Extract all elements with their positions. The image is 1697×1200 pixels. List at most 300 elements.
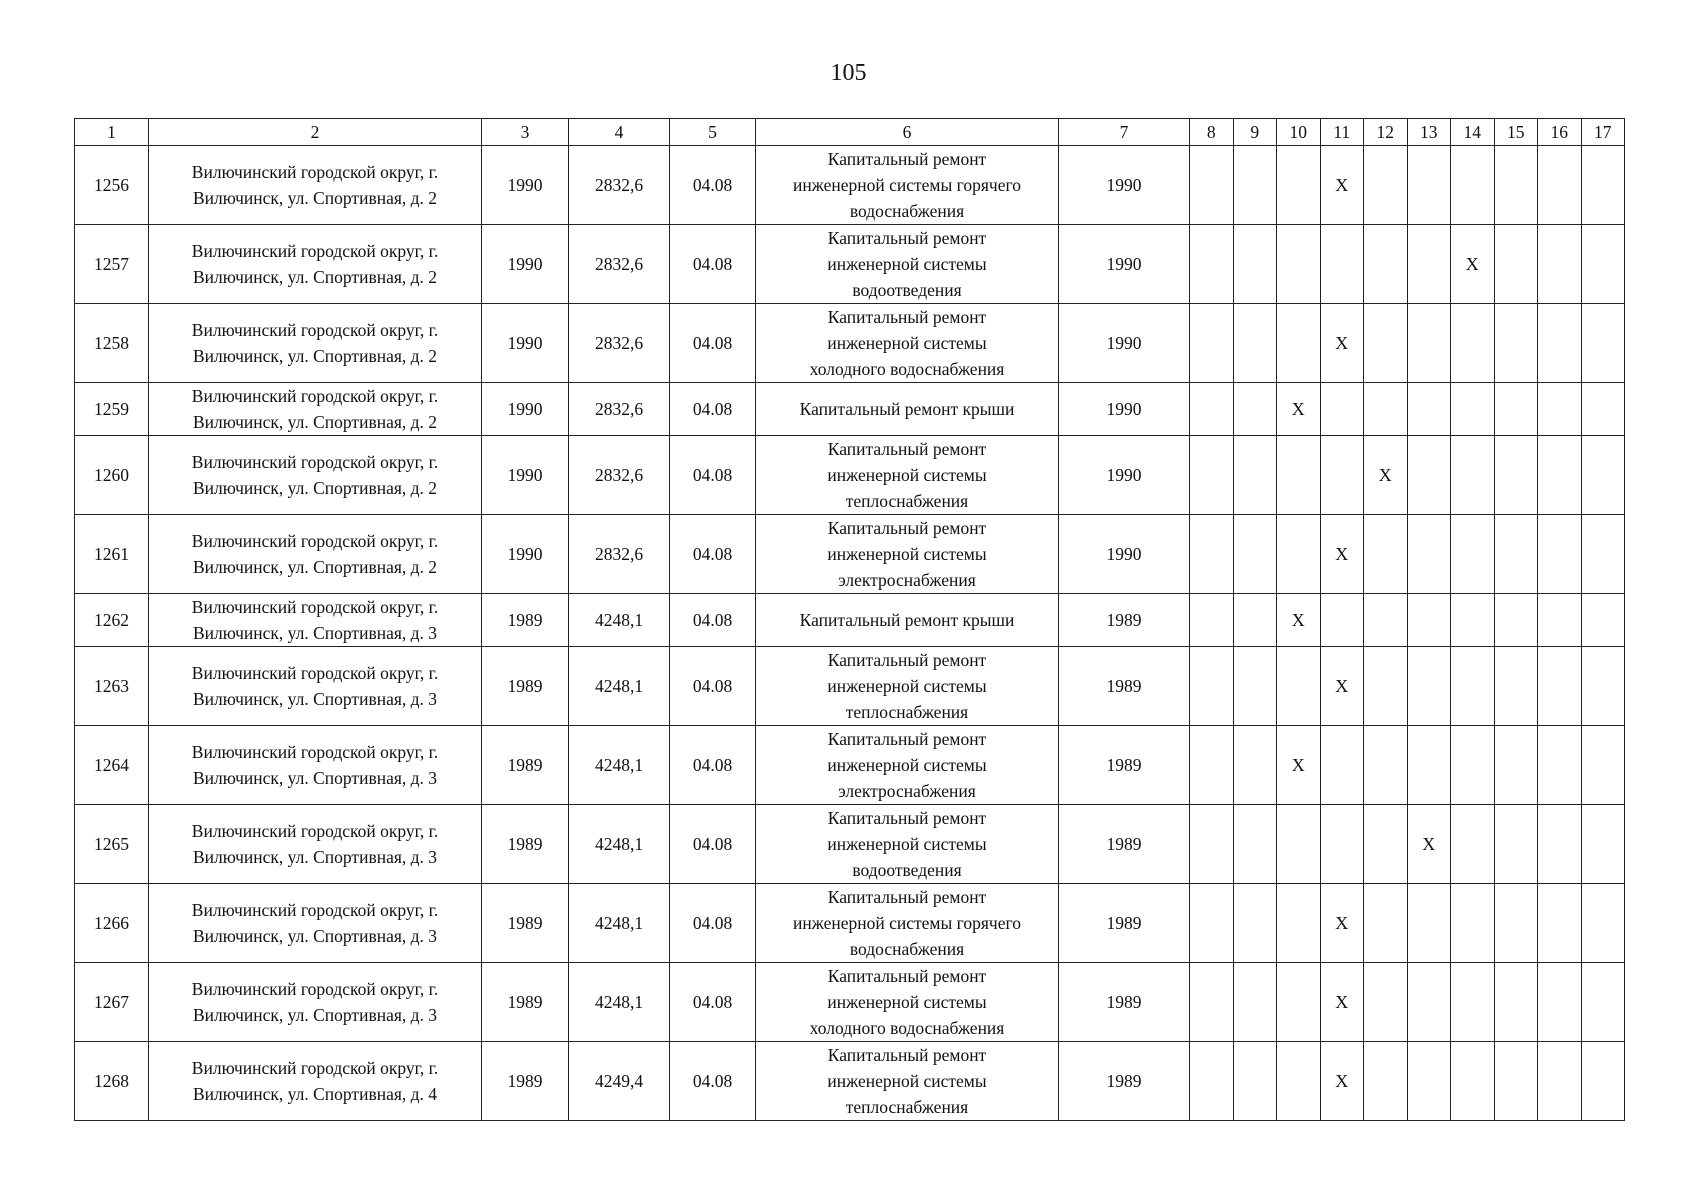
area-cell-line: 4248,1 xyxy=(594,992,644,1012)
area-cell xyxy=(569,805,670,884)
address-cell-line: Вилючинский городской округ, г. xyxy=(191,241,439,261)
year-col7-cell-line: 1989 xyxy=(1106,834,1142,854)
repair-work-cell-line: Капитальный ремонт крыши xyxy=(799,399,1015,419)
mark-cell-col-15 xyxy=(1494,726,1538,805)
row-number xyxy=(75,884,149,963)
mark-cell-col-17 xyxy=(1581,1042,1625,1121)
address-cell xyxy=(149,225,482,304)
mark-cell-col-9 xyxy=(1233,146,1277,225)
year-cell xyxy=(482,383,569,436)
repair-work-cell-line: Капитальный ремонт xyxy=(827,149,987,169)
year-cell xyxy=(482,884,569,963)
mark-cell-col-8 xyxy=(1190,726,1234,805)
area-cell xyxy=(569,515,670,594)
mark-cell-col-9 xyxy=(1233,436,1277,515)
mark-cell-col-11 xyxy=(1320,383,1364,436)
mark-cell-col-10 xyxy=(1277,225,1321,304)
mark-cell-col-13 xyxy=(1407,647,1451,726)
repair-work-cell-line: инженерной системы xyxy=(827,676,987,696)
mark-cell-col-9 xyxy=(1233,594,1277,647)
address-cell-line: Вилючинский городской округ, г. xyxy=(191,452,439,472)
column-header-12: 12 xyxy=(1364,119,1408,146)
year-col7-cell xyxy=(1059,726,1190,805)
repair-work-cell-line: Капитальный ремонт xyxy=(827,808,987,828)
mark-cell-col-14 xyxy=(1451,436,1495,515)
mark-cell-col-12 xyxy=(1364,726,1408,805)
code-cell-line: 04.08 xyxy=(692,1071,733,1091)
row-number xyxy=(75,383,149,436)
code-cell xyxy=(670,515,756,594)
mark-cell-col-10 xyxy=(1277,647,1321,726)
address-cell xyxy=(149,436,482,515)
repair-work-cell xyxy=(756,436,1059,515)
year-col7-cell xyxy=(1059,383,1190,436)
row-number-line: 1262 xyxy=(94,610,129,630)
year-col7-cell-line: 1990 xyxy=(1106,544,1142,564)
row-number-line: 1264 xyxy=(94,755,129,775)
row-number-line: 1261 xyxy=(94,544,129,564)
mark-cell-col-13 xyxy=(1407,436,1451,515)
mark-cell-col-14 xyxy=(1451,963,1495,1042)
repair-work-cell-line: холодного водоснабжения xyxy=(809,359,1005,379)
address-cell xyxy=(149,647,482,726)
row-number xyxy=(75,805,149,884)
repair-work-cell-line: инженерной системы xyxy=(827,834,987,854)
mark-cell-col-9 xyxy=(1233,1042,1277,1121)
address-cell xyxy=(149,884,482,963)
year-cell-line: 1989 xyxy=(507,913,543,933)
mark-cell-col-13 xyxy=(1407,963,1451,1042)
code-cell-line: 04.08 xyxy=(692,992,733,1012)
table-row xyxy=(75,963,1625,1042)
code-cell xyxy=(670,594,756,647)
mark-cell-col-11 xyxy=(1320,225,1364,304)
mark-cell-col-9 xyxy=(1233,647,1277,726)
year-col7-cell xyxy=(1059,146,1190,225)
address-cell-line: Вилючинский городской округ, г. xyxy=(191,742,439,762)
mark-cell-col-16 xyxy=(1538,383,1582,436)
column-header-9: 9 xyxy=(1233,119,1277,146)
year-col7-cell-line: 1989 xyxy=(1106,676,1142,696)
row-number xyxy=(75,304,149,383)
mark-cell-col-12 xyxy=(1364,963,1408,1042)
mark-cell-col-13 xyxy=(1407,304,1451,383)
repair-work-cell-line: теплоснабжения xyxy=(845,491,969,511)
address-cell xyxy=(149,304,482,383)
mark-cell-col-15 xyxy=(1494,1042,1538,1121)
repair-work-cell-line: теплоснабжения xyxy=(845,702,969,722)
mark-cell-col-9 xyxy=(1233,383,1277,436)
address-cell-line: Вилючинск, ул. Спортивная, д. 3 xyxy=(192,926,438,946)
table-header xyxy=(75,119,1625,146)
mark-cell-col-12 xyxy=(1364,146,1408,225)
mark-cell-col-11: X xyxy=(1320,515,1364,594)
code-cell xyxy=(670,436,756,515)
address-cell xyxy=(149,594,482,647)
mark-cell-col-13 xyxy=(1407,884,1451,963)
code-cell xyxy=(670,647,756,726)
table-row xyxy=(75,594,1625,647)
mark-cell-col-10 xyxy=(1277,884,1321,963)
row-number xyxy=(75,594,149,647)
mark-cell-col-11: X xyxy=(1320,963,1364,1042)
year-cell-line: 1989 xyxy=(507,676,543,696)
row-number-line: 1266 xyxy=(94,913,129,933)
mark-cell-col-16 xyxy=(1538,594,1582,647)
mark-cell-col-17 xyxy=(1581,383,1625,436)
year-cell xyxy=(482,594,569,647)
mark-cell-col-14 xyxy=(1451,383,1495,436)
address-cell xyxy=(149,1042,482,1121)
table-row xyxy=(75,647,1625,726)
year-cell xyxy=(482,805,569,884)
mark-cell-col-13: X xyxy=(1407,805,1451,884)
mark-cell-col-13 xyxy=(1407,594,1451,647)
year-cell-line: 1989 xyxy=(507,610,543,630)
repair-work-cell-line: инженерной системы xyxy=(827,333,987,353)
mark-cell-col-13 xyxy=(1407,146,1451,225)
year-cell-line: 1990 xyxy=(507,254,543,274)
mark-cell-col-15 xyxy=(1494,963,1538,1042)
address-cell xyxy=(149,963,482,1042)
year-cell xyxy=(482,647,569,726)
mark-cell-col-10 xyxy=(1277,963,1321,1042)
mark-cell-col-9 xyxy=(1233,726,1277,805)
mark-cell-col-14 xyxy=(1451,515,1495,594)
address-cell-line: Вилючинский городской округ, г. xyxy=(191,1058,439,1078)
address-cell-line: Вилючинск, ул. Спортивная, д. 2 xyxy=(192,267,438,287)
mark-cell-col-17 xyxy=(1581,805,1625,884)
mark-cell-col-12 xyxy=(1364,647,1408,726)
year-col7-cell-line: 1990 xyxy=(1106,399,1142,419)
area-cell-line: 4248,1 xyxy=(594,755,644,775)
repair-work-cell xyxy=(756,594,1059,647)
year-col7-cell-line: 1989 xyxy=(1106,913,1142,933)
repair-work-cell xyxy=(756,383,1059,436)
column-header-5: 5 xyxy=(670,119,756,146)
address-cell-line: Вилючинский городской округ, г. xyxy=(191,979,439,999)
area-cell-line: 2832,6 xyxy=(594,399,644,419)
year-cell xyxy=(482,726,569,805)
table-row xyxy=(75,726,1625,805)
year-cell-line: 1990 xyxy=(507,465,543,485)
mark-cell-col-16 xyxy=(1538,225,1582,304)
year-cell-line: 1989 xyxy=(507,992,543,1012)
code-cell xyxy=(670,884,756,963)
mark-cell-col-17 xyxy=(1581,304,1625,383)
mark-cell-col-17 xyxy=(1581,594,1625,647)
repair-work-cell-line: инженерной системы xyxy=(827,992,987,1012)
repair-work-cell-line: Капитальный ремонт xyxy=(827,650,987,670)
repair-work-cell-line: инженерной системы xyxy=(827,465,987,485)
mark-cell-col-11 xyxy=(1320,726,1364,805)
address-cell-line: Вилючинск, ул. Спортивная, д. 2 xyxy=(192,478,438,498)
row-number-line: 1260 xyxy=(94,465,129,485)
address-cell-line: Вилючинск, ул. Спортивная, д. 4 xyxy=(192,1084,438,1104)
mark-cell-col-16 xyxy=(1538,146,1582,225)
mark-cell-col-16 xyxy=(1538,515,1582,594)
mark-cell-col-15 xyxy=(1494,146,1538,225)
mark-cell-col-10 xyxy=(1277,1042,1321,1121)
table-row xyxy=(75,884,1625,963)
column-header-15: 15 xyxy=(1494,119,1538,146)
column-header-3: 3 xyxy=(482,119,569,146)
mark-cell-col-15 xyxy=(1494,436,1538,515)
column-header-17: 17 xyxy=(1581,119,1625,146)
area-cell xyxy=(569,726,670,805)
area-cell-line: 2832,6 xyxy=(594,254,644,274)
repair-work-cell xyxy=(756,884,1059,963)
mark-cell-col-13 xyxy=(1407,225,1451,304)
address-cell-line: Вилючинск, ул. Спортивная, д. 3 xyxy=(192,689,438,709)
column-header-2: 2 xyxy=(149,119,482,146)
repair-work-cell-line: инженерной системы xyxy=(827,254,987,274)
repair-work-cell xyxy=(756,304,1059,383)
area-cell-line: 2832,6 xyxy=(594,333,644,353)
mark-cell-col-12 xyxy=(1364,515,1408,594)
mark-cell-col-15 xyxy=(1494,225,1538,304)
repair-work-cell-line: инженерной системы xyxy=(827,544,987,564)
repair-work-cell-line: Капитальный ремонт xyxy=(827,518,987,538)
code-cell-line: 04.08 xyxy=(692,254,733,274)
mark-cell-col-9 xyxy=(1233,963,1277,1042)
mark-cell-col-12 xyxy=(1364,594,1408,647)
year-col7-cell-line: 1989 xyxy=(1106,992,1142,1012)
mark-cell-col-15 xyxy=(1494,515,1538,594)
mark-cell-col-16 xyxy=(1538,805,1582,884)
area-cell xyxy=(569,383,670,436)
row-number xyxy=(75,726,149,805)
mark-cell-col-17 xyxy=(1581,146,1625,225)
mark-cell-col-13 xyxy=(1407,383,1451,436)
mark-cell-col-14 xyxy=(1451,304,1495,383)
mark-cell-col-8 xyxy=(1190,225,1234,304)
mark-cell-col-14 xyxy=(1451,594,1495,647)
year-cell-line: 1990 xyxy=(507,399,543,419)
table-row xyxy=(75,383,1625,436)
table-body xyxy=(75,146,1625,1121)
mark-cell-col-15 xyxy=(1494,304,1538,383)
mark-cell-col-8 xyxy=(1190,594,1234,647)
repair-work-cell-line: теплоснабжения xyxy=(845,1097,969,1117)
mark-cell-col-10 xyxy=(1277,515,1321,594)
repair-work-cell xyxy=(756,225,1059,304)
mark-cell-col-14 xyxy=(1451,726,1495,805)
code-cell-line: 04.08 xyxy=(692,465,733,485)
repair-work-cell-line: Капитальный ремонт xyxy=(827,1045,987,1065)
address-cell-line: Вилючинск, ул. Спортивная, д. 3 xyxy=(192,623,438,643)
year-col7-cell-line: 1989 xyxy=(1106,610,1142,630)
mark-cell-col-11 xyxy=(1320,436,1364,515)
year-cell xyxy=(482,304,569,383)
year-col7-cell xyxy=(1059,304,1190,383)
repair-work-cell-line: электроснабжения xyxy=(838,570,976,590)
mark-cell-col-17 xyxy=(1581,225,1625,304)
repair-work-cell-line: водоотведения xyxy=(852,860,962,880)
year-cell-line: 1989 xyxy=(507,755,543,775)
code-cell xyxy=(670,225,756,304)
repair-work-cell-line: инженерной системы горячего xyxy=(793,175,1021,195)
code-cell-line: 04.08 xyxy=(692,834,733,854)
table-row xyxy=(75,436,1625,515)
code-cell-line: 04.08 xyxy=(692,333,733,353)
code-cell-line: 04.08 xyxy=(692,175,733,195)
mark-cell-col-14 xyxy=(1451,647,1495,726)
address-cell xyxy=(149,515,482,594)
mark-cell-col-14 xyxy=(1451,146,1495,225)
row-number xyxy=(75,146,149,225)
mark-cell-col-8 xyxy=(1190,515,1234,594)
mark-cell-col-16 xyxy=(1538,436,1582,515)
year-col7-cell-line: 1989 xyxy=(1106,1071,1142,1091)
page-number: 105 xyxy=(830,60,867,86)
repair-work-cell-line: Капитальный ремонт xyxy=(827,966,987,986)
repair-work-cell-line: холодного водоснабжения xyxy=(809,1018,1005,1038)
mark-cell-col-17 xyxy=(1581,515,1625,594)
area-cell-line: 4249,4 xyxy=(594,1071,644,1091)
mark-cell-col-8 xyxy=(1190,805,1234,884)
area-cell xyxy=(569,146,670,225)
repair-work-cell xyxy=(756,647,1059,726)
row-number-line: 1257 xyxy=(94,254,129,274)
mark-cell-col-8 xyxy=(1190,963,1234,1042)
address-cell-line: Вилючинский городской округ, г. xyxy=(191,531,439,551)
row-number xyxy=(75,515,149,594)
header-row xyxy=(75,119,1625,146)
row-number xyxy=(75,1042,149,1121)
mark-cell-col-16 xyxy=(1538,726,1582,805)
row-number xyxy=(75,225,149,304)
mark-cell-col-12 xyxy=(1364,884,1408,963)
mark-cell-col-8 xyxy=(1190,1042,1234,1121)
repair-work-cell-line: инженерной системы горячего xyxy=(793,913,1021,933)
repair-work-cell-line: Капитальный ремонт xyxy=(827,887,987,907)
address-cell-line: Вилючинск, ул. Спортивная, д. 3 xyxy=(192,847,438,867)
row-number-line: 1268 xyxy=(94,1071,129,1091)
mark-cell-col-10 xyxy=(1277,436,1321,515)
year-cell xyxy=(482,436,569,515)
area-cell-line: 4248,1 xyxy=(594,610,644,630)
year-cell xyxy=(482,146,569,225)
mark-cell-col-10 xyxy=(1277,146,1321,225)
address-cell xyxy=(149,383,482,436)
mark-cell-col-16 xyxy=(1538,304,1582,383)
mark-cell-col-12: X xyxy=(1364,436,1408,515)
year-col7-cell-line: 1990 xyxy=(1106,465,1142,485)
mark-cell-col-9 xyxy=(1233,805,1277,884)
repair-work-cell xyxy=(756,805,1059,884)
mark-cell-col-11: X xyxy=(1320,884,1364,963)
table-row xyxy=(75,805,1625,884)
year-col7-cell xyxy=(1059,594,1190,647)
code-cell xyxy=(670,963,756,1042)
repair-work-cell xyxy=(756,726,1059,805)
area-cell xyxy=(569,1042,670,1121)
code-cell xyxy=(670,1042,756,1121)
row-number-line: 1263 xyxy=(94,676,129,696)
code-cell xyxy=(670,805,756,884)
mark-cell-col-11 xyxy=(1320,594,1364,647)
row-number-line: 1258 xyxy=(94,333,129,353)
row-number xyxy=(75,963,149,1042)
address-cell-line: Вилючинск, ул. Спортивная, д. 2 xyxy=(192,412,438,432)
mark-cell-col-8 xyxy=(1190,884,1234,963)
code-cell-line: 04.08 xyxy=(692,399,733,419)
mark-cell-col-13 xyxy=(1407,515,1451,594)
repair-work-cell xyxy=(756,963,1059,1042)
code-cell-line: 04.08 xyxy=(692,544,733,564)
code-cell-line: 04.08 xyxy=(692,676,733,696)
area-cell-line: 2832,6 xyxy=(594,544,644,564)
row-number-line: 1267 xyxy=(94,992,129,1012)
mark-cell-col-8 xyxy=(1190,146,1234,225)
code-cell xyxy=(670,726,756,805)
column-header-11: 11 xyxy=(1320,119,1364,146)
year-cell-line: 1990 xyxy=(507,175,543,195)
address-cell xyxy=(149,726,482,805)
year-cell-line: 1989 xyxy=(507,1071,543,1091)
mark-cell-col-8 xyxy=(1190,436,1234,515)
code-cell xyxy=(670,304,756,383)
repair-work-cell-line: инженерной системы xyxy=(827,1071,987,1091)
area-cell-line: 2832,6 xyxy=(594,465,644,485)
code-cell xyxy=(670,146,756,225)
address-cell-line: Вилючинск, ул. Спортивная, д. 3 xyxy=(192,1005,438,1025)
mark-cell-col-16 xyxy=(1538,647,1582,726)
area-cell xyxy=(569,647,670,726)
code-cell-line: 04.08 xyxy=(692,913,733,933)
repair-work-cell-line: Капитальный ремонт xyxy=(827,307,987,327)
year-col7-cell-line: 1989 xyxy=(1106,755,1142,775)
year-cell-line: 1990 xyxy=(507,333,543,353)
column-header-6: 6 xyxy=(756,119,1059,146)
repair-work-cell-line: электроснабжения xyxy=(838,781,976,801)
year-col7-cell-line: 1990 xyxy=(1106,175,1142,195)
year-col7-cell xyxy=(1059,436,1190,515)
mark-cell-col-11 xyxy=(1320,805,1364,884)
column-header-16: 16 xyxy=(1538,119,1582,146)
mark-cell-col-15 xyxy=(1494,884,1538,963)
mark-cell-col-12 xyxy=(1364,805,1408,884)
mark-cell-col-10 xyxy=(1277,805,1321,884)
repair-work-cell-line: водоснабжения xyxy=(849,939,965,959)
year-col7-cell xyxy=(1059,515,1190,594)
year-col7-cell xyxy=(1059,1042,1190,1121)
table-row xyxy=(75,515,1625,594)
year-col7-cell xyxy=(1059,225,1190,304)
year-col7-cell-line: 1990 xyxy=(1106,254,1142,274)
mark-cell-col-10 xyxy=(1277,304,1321,383)
repair-work-cell xyxy=(756,515,1059,594)
area-cell-line: 4248,1 xyxy=(594,913,644,933)
mark-cell-col-13 xyxy=(1407,1042,1451,1121)
year-col7-cell xyxy=(1059,884,1190,963)
row-number-line: 1265 xyxy=(94,834,129,854)
mark-cell-col-10: X xyxy=(1277,383,1321,436)
mark-cell-col-12 xyxy=(1364,1042,1408,1121)
repair-work-cell-line: Капитальный ремонт xyxy=(827,228,987,248)
row-number xyxy=(75,647,149,726)
mark-cell-col-16 xyxy=(1538,963,1582,1042)
column-header-13: 13 xyxy=(1407,119,1451,146)
repair-work-cell-line: водоснабжения xyxy=(849,201,965,221)
year-col7-cell xyxy=(1059,647,1190,726)
row-number xyxy=(75,436,149,515)
code-cell-line: 04.08 xyxy=(692,755,733,775)
address-cell-line: Вилючинский городской округ, г. xyxy=(191,320,439,340)
table-row xyxy=(75,225,1625,304)
year-col7-cell xyxy=(1059,805,1190,884)
